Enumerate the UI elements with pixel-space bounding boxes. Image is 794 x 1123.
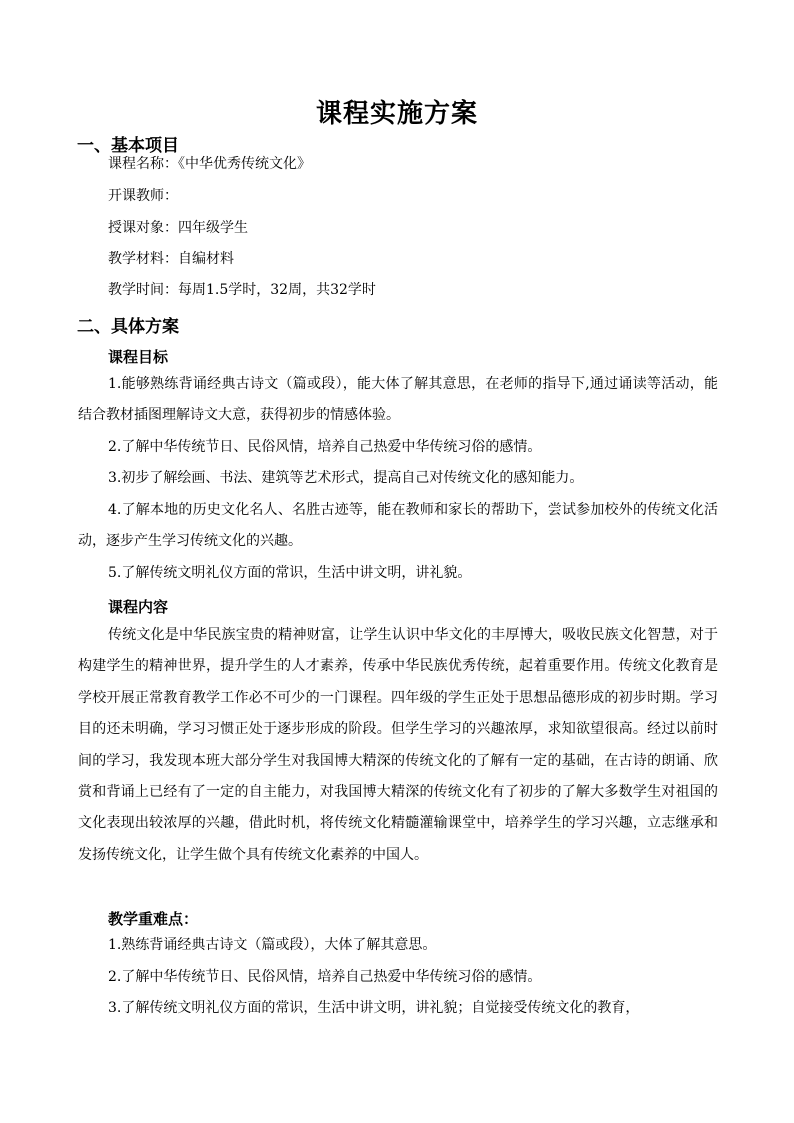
course-audience: 授课对象：四年级学生: [108, 220, 248, 236]
section1-heading: 一、基本项目: [77, 136, 179, 156]
goal-item-1: 1.能够熟练背诵经典古诗文（篇或段），能大体了解其意思，在老师的指导下,通过诵读等活动，能结合教材插图理解诗文大意，获得初步的情感体验。: [78, 376, 718, 424]
key-points-heading: 教学重难点：: [108, 910, 199, 928]
goal-item-3: 3.初步了解绘画、书法、建筑等艺术形式，提高自己对传统文化的感知能力。: [108, 470, 584, 486]
content-paragraph: 传统文化是中华民族宝贵的精神财富，让学生认识中华文化的丰厚博大，吸收民族文化智慧，对于构建学生的精神世界，提升学生的人才素养，传承中华民族优秀传统，起着重要作用。传统文化教育是学校开展正常教育教学工作必不可少的一门课程。四年级的学生正处于思想品德形成的初步时期。学习目的还未明确，学习习惯正处于逐步形成的阶段。但学生学习的兴趣浓厚，求知欲望很高。经过以前时间的学习，我发现本班大部分学生对我国博大精深的传统文化的了解有一定的基础，在古诗的朗诵、欣赏和背诵上已经有了一定的自主能力，对我国博大精深的传统文化有了初步的了解大多数学生对祖国的文化表现出较浓厚的兴趣，借此时机，将传统文化精髓灌输课堂中，培养学生的学习兴趣，立志继承和发扬传统文化，让学生做个具有传统文化素养的中国人。: [78, 627, 718, 863]
page-title: 课程实施方案: [315, 99, 478, 129]
course-time: 教学时间：每周1.5学时，32周，共32学时: [108, 282, 376, 298]
key-point-1: 1.熟练背诵经典古诗文（篇或段），大体了解其意思。: [108, 937, 437, 953]
course-name: 课程名称：《中华优秀传统文化》: [108, 156, 311, 172]
course-teacher: 开课教师：: [108, 188, 178, 204]
goal-item-2: 2.了解中华传统节日、民俗风情，培养自己热爱中华传统习俗的感情。: [108, 439, 542, 455]
goals-heading: 课程目标: [108, 348, 169, 366]
goal-item-4: 4.了解本地的历史文化名人、名胜古迹等，能在教师和家长的帮助下，尝试参加校外的传统文化活动，逐步产生学习传统文化的兴趣。: [78, 502, 718, 550]
key-point-3: 3.了解传统文明礼仪方面的常识，生活中讲文明，讲礼貌；自觉接受传统文化的教育，: [108, 1000, 640, 1016]
content-heading: 课程内容: [108, 598, 169, 616]
course-materials: 教学材料：自编材料: [108, 251, 234, 267]
goal-item-5: 5.了解传统文明礼仪方面的常识，生活中讲文明，讲礼貌。: [108, 565, 472, 581]
key-point-2: 2.了解中华传统节日、民俗风情，培养自己热爱中华传统习俗的感情。: [108, 969, 542, 985]
section2-heading: 二、具体方案: [77, 317, 179, 337]
